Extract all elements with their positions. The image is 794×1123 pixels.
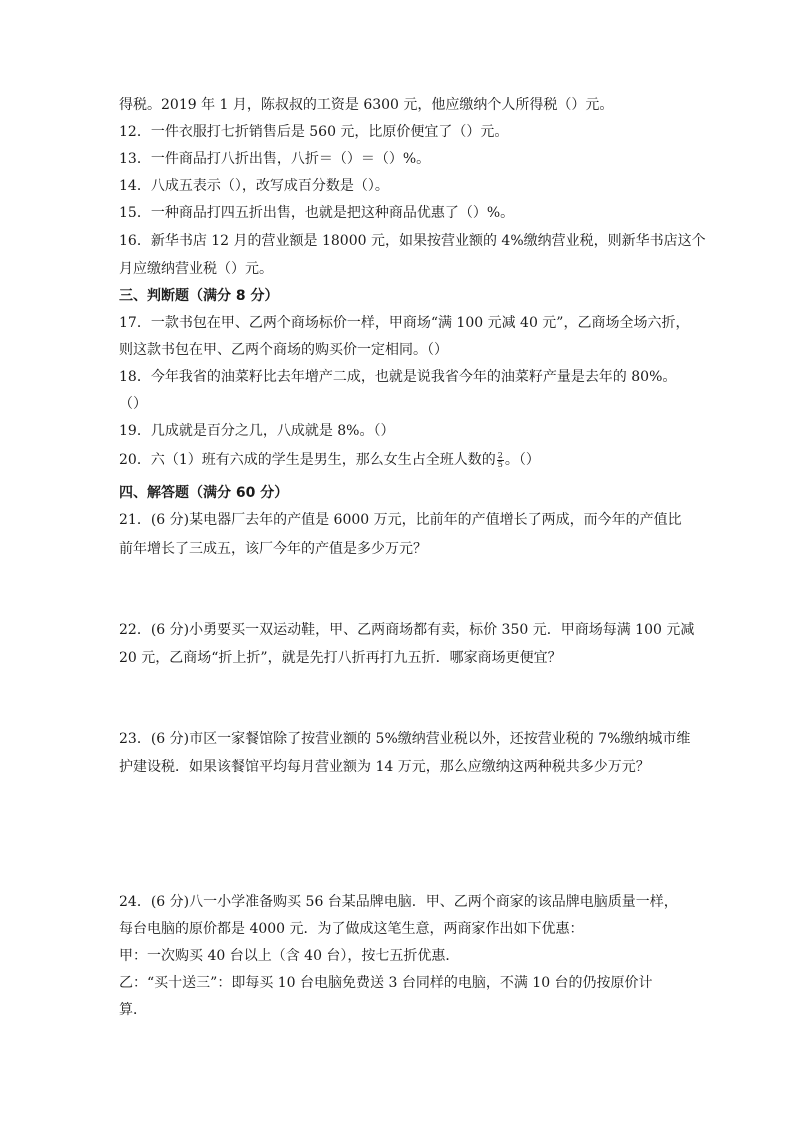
question-21-line-1: 21．(6 分)某电器厂去年的产值是 6000 万元，比前年的产值增长了两成，而今年的产值比 [119,512,682,528]
question-24-line-2: 每台电脑的原价都是 4000 元．为了做成这笔生意，两商家作出如下优惠： [119,921,584,937]
question-17-line-2: 则这款书包在甲、乙两个商场的购买价一定相同。（） [119,342,448,358]
question-11-continuation: 得税。2019 年 1 月，陈叔叔的工资是 6300 元，他应缴纳个人所得税（）元。 [119,97,614,113]
question-24-offer-b: 乙：“买十送三”：即每买 10 台电脑免费送 3 台同样的电脑，不满 10 台的仍按原价计 [119,975,653,991]
question-13: 13．一件商品打八折出售，八折＝（）＝（）%。 [119,151,431,167]
question-21-line-2: 前年增长了三成五，该厂今年的产值是多少万元？ [119,541,427,557]
question-22-line-2: 20 元，乙商场“折上折”，就是先打八折再打九五折．哪家商场更便宜？ [119,650,562,666]
question-18-line-1: 18．今年我省的油菜籽比去年增产二成，也就是说我省今年的油菜籽产量是去年的 80%。 [119,369,677,385]
question-20-text: 20．六（1）班有六成的学生是男生，那么女生占全班人数的 [119,452,496,468]
question-18-line-2: （） [119,396,147,412]
fraction-two-fifths [497,452,504,469]
question-15: 15．一种商品打四五折出售，也就是把这种商品优惠了（）%。 [119,205,515,221]
question-17-line-1: 17．一款书包在甲、乙两个商场标价一样，甲商场“满 100 元减 40 元”，乙商场全场六折， [119,315,690,331]
section-4-heading: 四、解答题（满分 60 分） [119,485,289,501]
question-19: 19．几成就是百分之几，八成就是 8%。（） [119,423,395,439]
question-24-line-1: 24．(6 分)八一小学准备购买 56 台某品牌电脑．甲、乙两个商家的该品牌电脑质量一样， [119,894,678,910]
section-3-heading: 三、判断题（满分 8 分） [119,288,279,304]
question-16-line-2: 月应缴纳营业税（）元。 [119,261,273,277]
question-24-line-5: 算． [119,1002,147,1018]
fraction-denominator: 5 [497,459,503,469]
question-23-line-1: 23．(6 分)市区一家餐馆除了按营业额的 5%缴纳营业税以外，还按营业税的 7%缴纳城市维 [119,731,691,747]
question-20-answer-blank: 。（） [504,452,540,468]
question-20 [119,450,699,470]
fraction-numerator: 2 [497,450,503,460]
question-22-line-1: 22．(6 分)小勇要买一双运动鞋，甲、乙两商场都有卖，标价 350 元．甲商场每满 100 元减 [119,622,695,638]
question-14: 14．八成五表示（），改写成百分数是（）。 [119,178,389,194]
question-23-line-2: 护建设税．如果该餐馆平均每月营业额为 14 万元，那么应缴纳这两种税共多少万元？ [119,759,650,775]
question-24-offer-a: 甲：一次购买 40 台以上（含 40 台），按七五折优惠． [119,948,460,964]
question-16-line-1: 16．新华书店 12 月的营业额是 18000 元，如果按营业额的 4%缴纳营业税，则新华书店这个 [119,233,706,249]
question-12: 12．一件衣服打七折销售后是 560 元，比原价便宜了（）元。 [119,124,509,140]
